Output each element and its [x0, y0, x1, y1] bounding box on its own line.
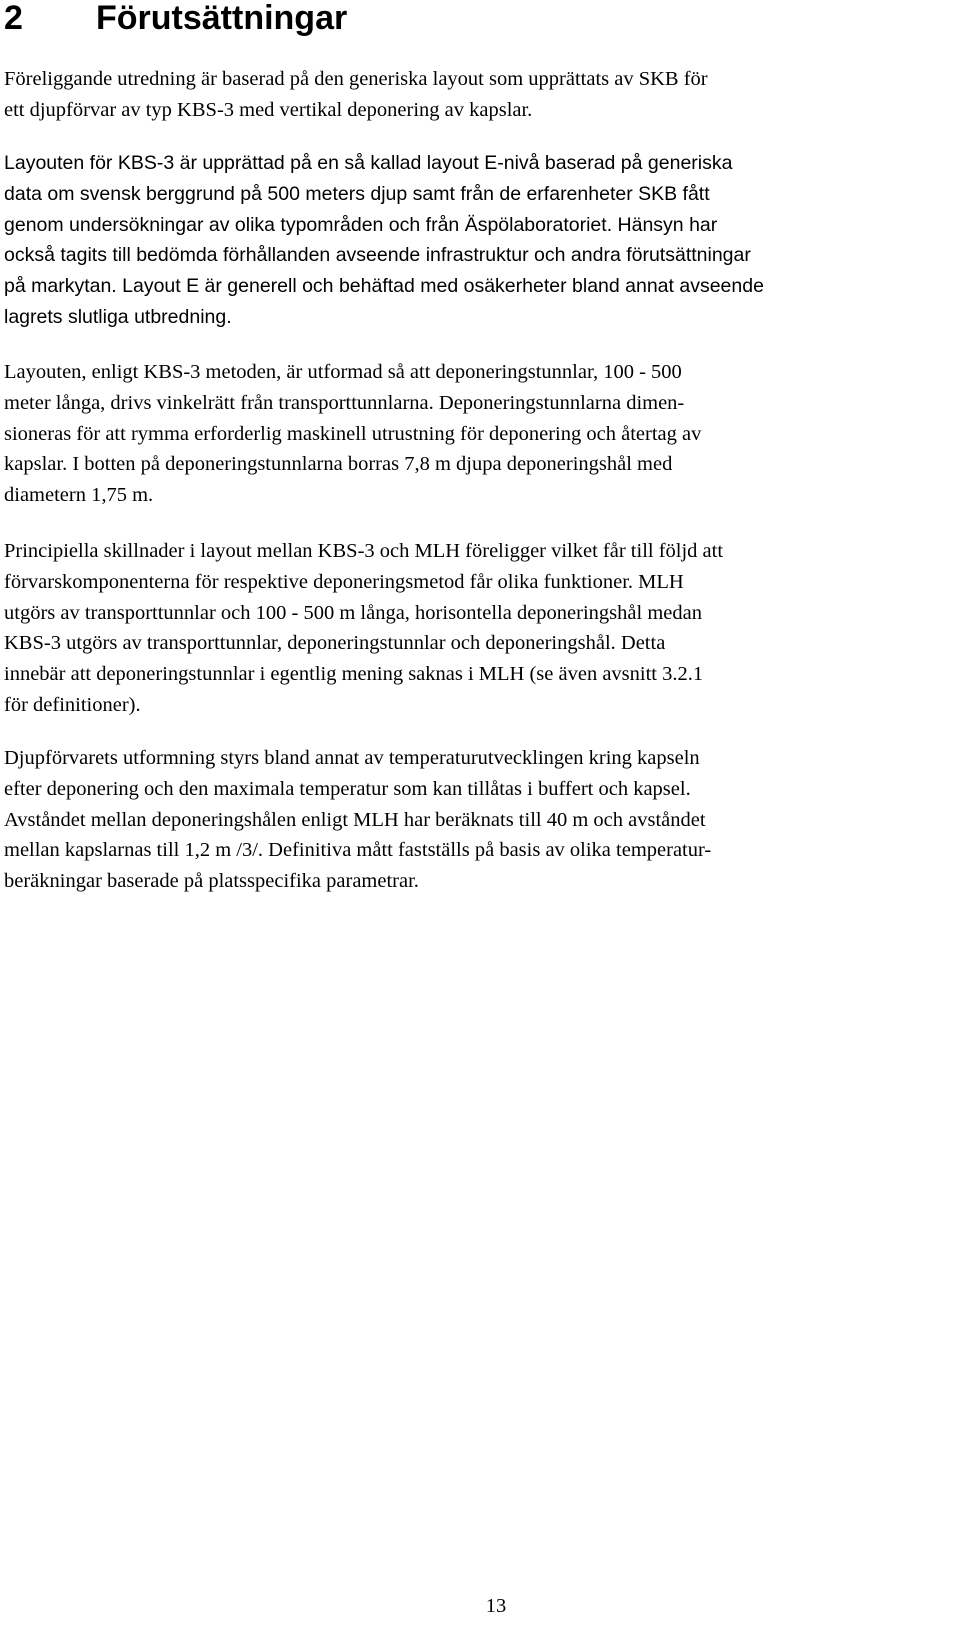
line-segment: på markytan. [4, 275, 117, 298]
line-segment: Layout E är generell och behäftad med osäkerheter bland annat avseende [122, 275, 764, 298]
section-number: 2 [4, 0, 23, 37]
paragraph-line: sioneras för att rymma erforderlig maskinell utrustning för deponering och återtag av [4, 422, 702, 445]
paragraph-line: Djupförvarets utformning styrs bland annat av temperaturutvecklingen kring kapseln [4, 747, 700, 769]
page-number [0, 1594, 960, 1618]
paragraph-4 [4, 536, 939, 721]
section-heading [4, 0, 347, 36]
line-segment: Hänsyn har [617, 213, 718, 236]
paragraph-2 [4, 148, 939, 333]
paragraph-line: Layouten för KBS-3 är upprättad på en så kallad layout E-nivå baserad på generiska [4, 152, 733, 174]
paragraph-line: KBS-3 utgörs av transporttunnlar, deponeringstunnlar och deponeringshål. Detta [4, 632, 666, 655]
page-number-text: 13 [485, 1595, 507, 1617]
paragraph-line: meter långa, drivs vinkelrätt från transporttunnlarna. Deponeringstunnlarna dimen- [4, 391, 685, 414]
paragraph-line: förvarskomponenterna för respektive deponeringsmetod får olika funktioner. MLH [4, 570, 684, 593]
paragraph-line: diametern 1,75 m. [4, 484, 154, 507]
paragraph-line: Principiella skillnader i layout mellan KBS-3 och MLH föreligger vilket får till följd att [4, 540, 724, 562]
paragraph-line: data om svensk berggrund på 500 meters djup samt från de erfarenheter SKB fått [4, 182, 710, 205]
paragraph-line: ett djupförvar av typ KBS-3 med vertikal deponering av kapslar. [4, 98, 533, 121]
paragraph-line: för definitioner). [4, 693, 141, 716]
paragraph-line: också tagits till bedömda förhållanden avseende infrastruktur och andra förutsättningar [4, 244, 751, 267]
paragraph-line: mellan kapslarnas till 1,2 m /3/. Definitiva mått fastställs på basis av olika temperatur- [4, 839, 712, 862]
paragraph-5 [4, 743, 939, 897]
line-segment: genom undersökningar av olika typområden och från Äspölaboratoriet. [4, 213, 613, 236]
paragraph-line: Avståndet mellan deponeringshålen enligt MLH har beräknats till 40 m och avståndet [4, 808, 706, 831]
section-title: Förutsättningar [96, 0, 348, 37]
paragraph-line: lagrets slutliga utbredning. [4, 305, 232, 328]
paragraph-line [4, 210, 939, 241]
paragraph-line: Föreliggande utredning är baserad på den generiska layout som upprättats av SKB för [4, 68, 708, 90]
paragraph-line: efter deponering och den maximala temperatur som kan tillåtas i buffert och kapsel. [4, 777, 691, 800]
paragraph-line: beräkningar baserade på platsspecifika parametrar. [4, 870, 419, 893]
paragraph-1 [4, 64, 939, 126]
paragraph-line: Layouten, enligt KBS-3 metoden, är utformad så att deponeringstunnlar, 100 - 500 [4, 361, 682, 383]
paragraph-line: kapslar. I botten på deponeringstunnlarna borras 7,8 m djupa deponeringshål med [4, 453, 673, 476]
paragraph-line [4, 271, 939, 302]
paragraph-line: innebär att deponeringstunnlar i egentlig mening saknas i MLH (se även avsnitt 3.2.1 [4, 663, 704, 686]
paragraph-3 [4, 357, 939, 511]
paragraph-line: utgörs av transporttunnlar och 100 - 500 m långa, horisontella deponeringshål medan [4, 601, 702, 624]
